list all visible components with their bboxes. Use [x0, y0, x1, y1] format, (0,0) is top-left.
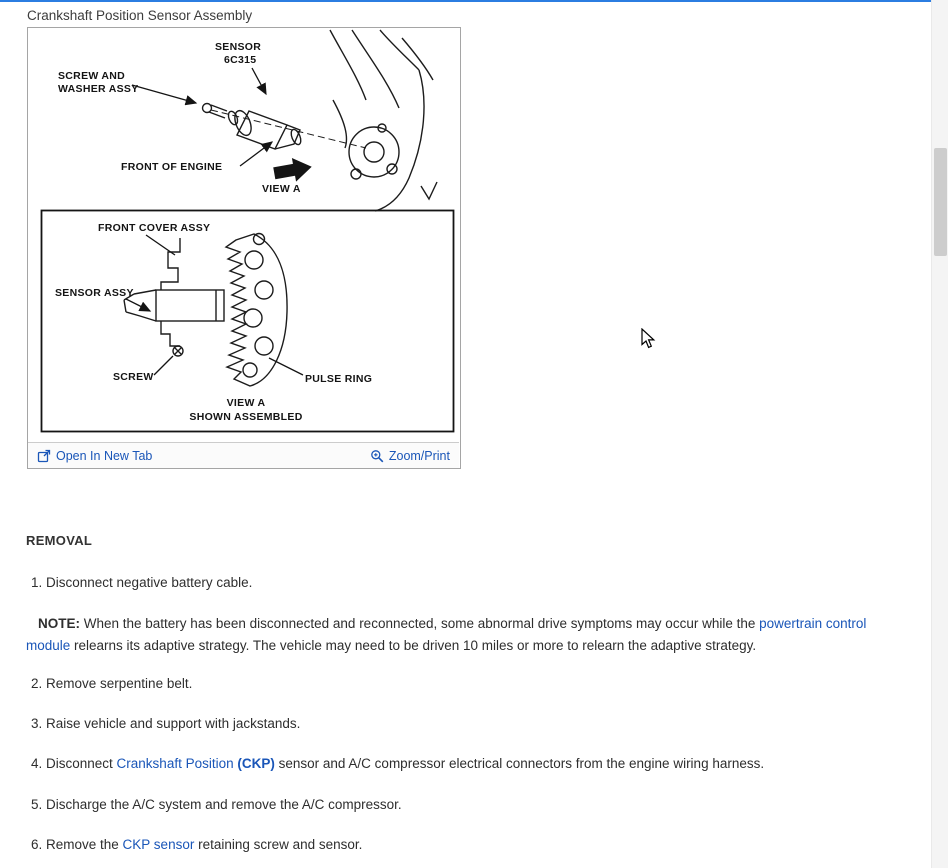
step-1: 1. Disconnect negative battery cable.	[31, 575, 253, 590]
open-in-new-tab-label: Open In New Tab	[56, 448, 153, 463]
open-in-new-tab-icon	[37, 449, 51, 463]
caption-shown-assembled: SHOWN ASSEMBLED	[189, 411, 303, 423]
open-in-new-tab-link[interactable]	[37, 449, 152, 463]
step-4-text-before: 4. Disconnect	[31, 756, 117, 771]
note-label: NOTE:	[38, 616, 80, 631]
step-6	[26, 837, 362, 852]
label-sensor-assy: SENSOR ASSY	[55, 287, 134, 299]
zoom-print-label: Zoom/Print	[388, 448, 450, 463]
page-title: Crankshaft Position Sensor Assembly	[27, 8, 253, 23]
ckp-abbrev-link[interactable]: (CKP)	[237, 756, 275, 771]
zoom-print-link[interactable]	[370, 449, 450, 463]
label-front-of-engine: FRONT OF ENGINE	[121, 161, 223, 173]
label-screw: SCREW	[113, 371, 154, 383]
note-line-2	[26, 635, 866, 657]
note-text-2: relearns its adaptive strategy. The vehicle may need to be driven 10 miles or more to relearn the adaptive strategy.	[70, 637, 757, 653]
label-sensor-line1: SENSOR	[215, 41, 262, 53]
label-sensor-line2: 6C315	[224, 54, 257, 66]
step-3: 3. Raise vehicle and support with jackstands.	[31, 716, 301, 731]
step-4-text-after: sensor and A/C compressor electrical connectors from the engine wiring harness.	[274, 756, 765, 771]
step-6-text-before: 6. Remove the	[31, 837, 123, 852]
figure-footer-bar	[28, 442, 459, 468]
ckp-sensor-link[interactable]: CKP sensor	[122, 837, 195, 852]
step-2: 2. Remove serpentine belt.	[31, 676, 193, 691]
note-text-1: When the battery has been disconnected and reconnected, some abnormal drive symptoms may occur while the	[80, 616, 760, 631]
mouse-cursor	[641, 328, 657, 350]
removal-heading: REMOVAL	[26, 533, 93, 548]
label-pulse-ring: PULSE RING	[305, 373, 373, 385]
label-screw-washer-line1: SCREW AND	[58, 70, 126, 82]
csp-assembly-diagram	[28, 28, 459, 442]
view-a-direction-arrow	[272, 155, 314, 185]
step-6-text-after: retaining screw and sensor.	[194, 837, 363, 852]
label-front-cover-assy: FRONT COVER ASSY	[98, 222, 211, 234]
step-4	[26, 756, 764, 771]
exploded-leader-arrows	[132, 68, 272, 166]
zoom-magnifier-icon	[370, 449, 384, 463]
vertical-scrollbar-thumb[interactable]	[934, 148, 947, 256]
note-line-1	[26, 613, 866, 635]
powertrain-control-module-link[interactable]: powertrain control	[759, 616, 867, 631]
label-screw-washer-line2: WASHER ASSY	[58, 83, 139, 95]
note-paragraph	[26, 613, 866, 656]
caption-view-a: VIEW A	[226, 397, 266, 409]
figure-panel	[27, 27, 461, 469]
crankshaft-position-link[interactable]: Crankshaft Position	[116, 756, 234, 771]
step-5: 5. Discharge the A/C system and remove the A/C compressor.	[31, 797, 402, 812]
vertical-scrollbar-track[interactable]	[931, 0, 948, 868]
label-view-a: VIEW A	[262, 183, 301, 195]
top-accent-bar	[0, 0, 948, 2]
powertrain-control-module-link-cont[interactable]: module	[26, 637, 71, 653]
